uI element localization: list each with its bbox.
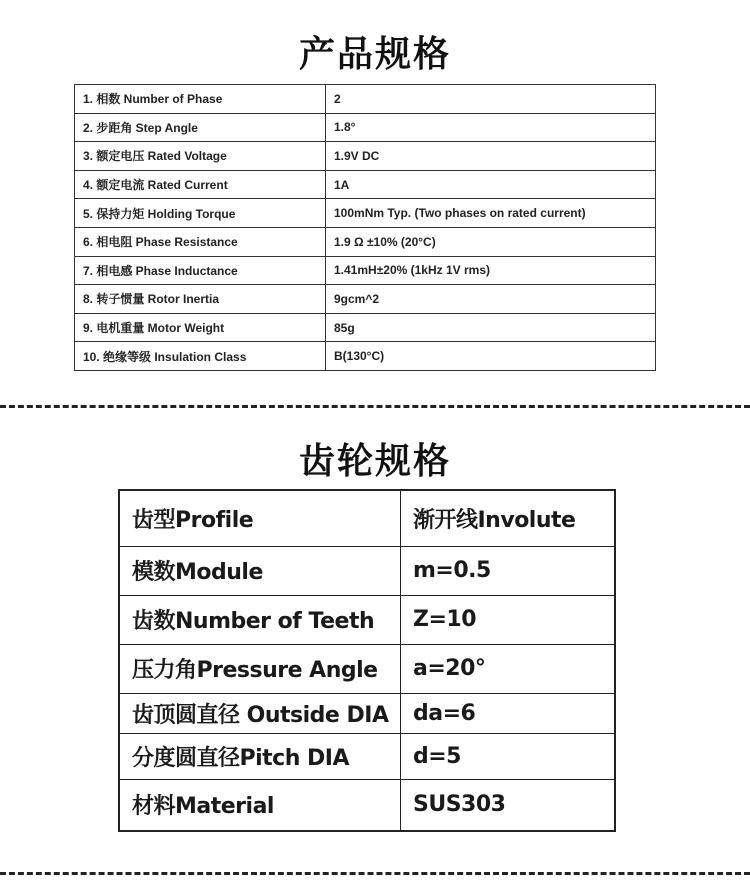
table-row	[75, 170, 656, 199]
table-row	[75, 313, 656, 342]
spec-label: 10. 绝缘等级 Insulation Class	[75, 342, 326, 371]
spec-value: B(130°C)	[326, 342, 656, 371]
spec-value: 1.41mH±20% (1kHz 1V rms)	[326, 256, 656, 285]
gear-value: da=6	[401, 693, 616, 733]
gear-label: 齿顶圆直径 Outside DIA	[119, 693, 401, 733]
product-spec-table	[74, 84, 656, 371]
table-row	[119, 595, 615, 644]
spec-label: 4. 额定电流 Rated Current	[75, 170, 326, 199]
table-row	[119, 693, 615, 733]
table-row	[119, 733, 615, 779]
gear-value: m=0.5	[401, 546, 616, 595]
dashed-divider	[0, 405, 750, 408]
gear-label: 分度圆直径Pitch DIA	[119, 733, 401, 779]
spec-value: 85g	[326, 313, 656, 342]
table-row	[119, 644, 615, 693]
spec-value: 100mNm Typ. (Two phases on rated current)	[326, 199, 656, 228]
table-row	[75, 113, 656, 142]
table-row	[119, 779, 615, 831]
spec-label: 9. 电机重量 Motor Weight	[75, 313, 326, 342]
spec-value: 2	[326, 85, 656, 114]
gear-label: 材料Material	[119, 779, 401, 831]
table-row	[119, 546, 615, 595]
gear-label: 模数Module	[119, 546, 401, 595]
spec-value: 1A	[326, 170, 656, 199]
spec-label: 3. 额定电压 Rated Voltage	[75, 142, 326, 171]
table-row	[75, 199, 656, 228]
gear-value: SUS303	[401, 779, 616, 831]
product-spec-title: 产品规格	[298, 34, 451, 75]
gear-spec-table	[118, 489, 616, 832]
gear-label: 齿数Number of Teeth	[119, 595, 401, 644]
table-row	[75, 142, 656, 171]
gear-value: Z=10	[401, 595, 616, 644]
gear-label: 齿型Profile	[119, 490, 401, 546]
table-row	[119, 490, 615, 546]
spec-label: 5. 保持力矩 Holding Torque	[75, 199, 326, 228]
spec-value: 1.9 Ω ±10% (20°C)	[326, 227, 656, 256]
table-row	[75, 285, 656, 314]
gear-value: 渐开线Involute	[401, 490, 616, 546]
spec-label: 1. 相数 Number of Phase	[75, 85, 326, 114]
table-row	[75, 227, 656, 256]
table-row	[75, 256, 656, 285]
spec-label: 7. 相电感 Phase Inductance	[75, 256, 326, 285]
table-row	[75, 85, 656, 114]
spec-label: 6. 相电阻 Phase Resistance	[75, 227, 326, 256]
spec-label: 2. 步距角 Step Angle	[75, 113, 326, 142]
gear-spec-title: 齿轮规格	[298, 441, 451, 482]
spec-label: 8. 转子惯量 Rotor Inertia	[75, 285, 326, 314]
spec-value: 9gcm^2	[326, 285, 656, 314]
table-row	[75, 342, 656, 371]
gear-label: 压力角Pressure Angle	[119, 644, 401, 693]
gear-value: d=5	[401, 733, 616, 779]
dashed-divider	[0, 872, 750, 875]
spec-value: 1.8°	[326, 113, 656, 142]
gear-value: a=20°	[401, 644, 616, 693]
spec-value: 1.9V DC	[326, 142, 656, 171]
